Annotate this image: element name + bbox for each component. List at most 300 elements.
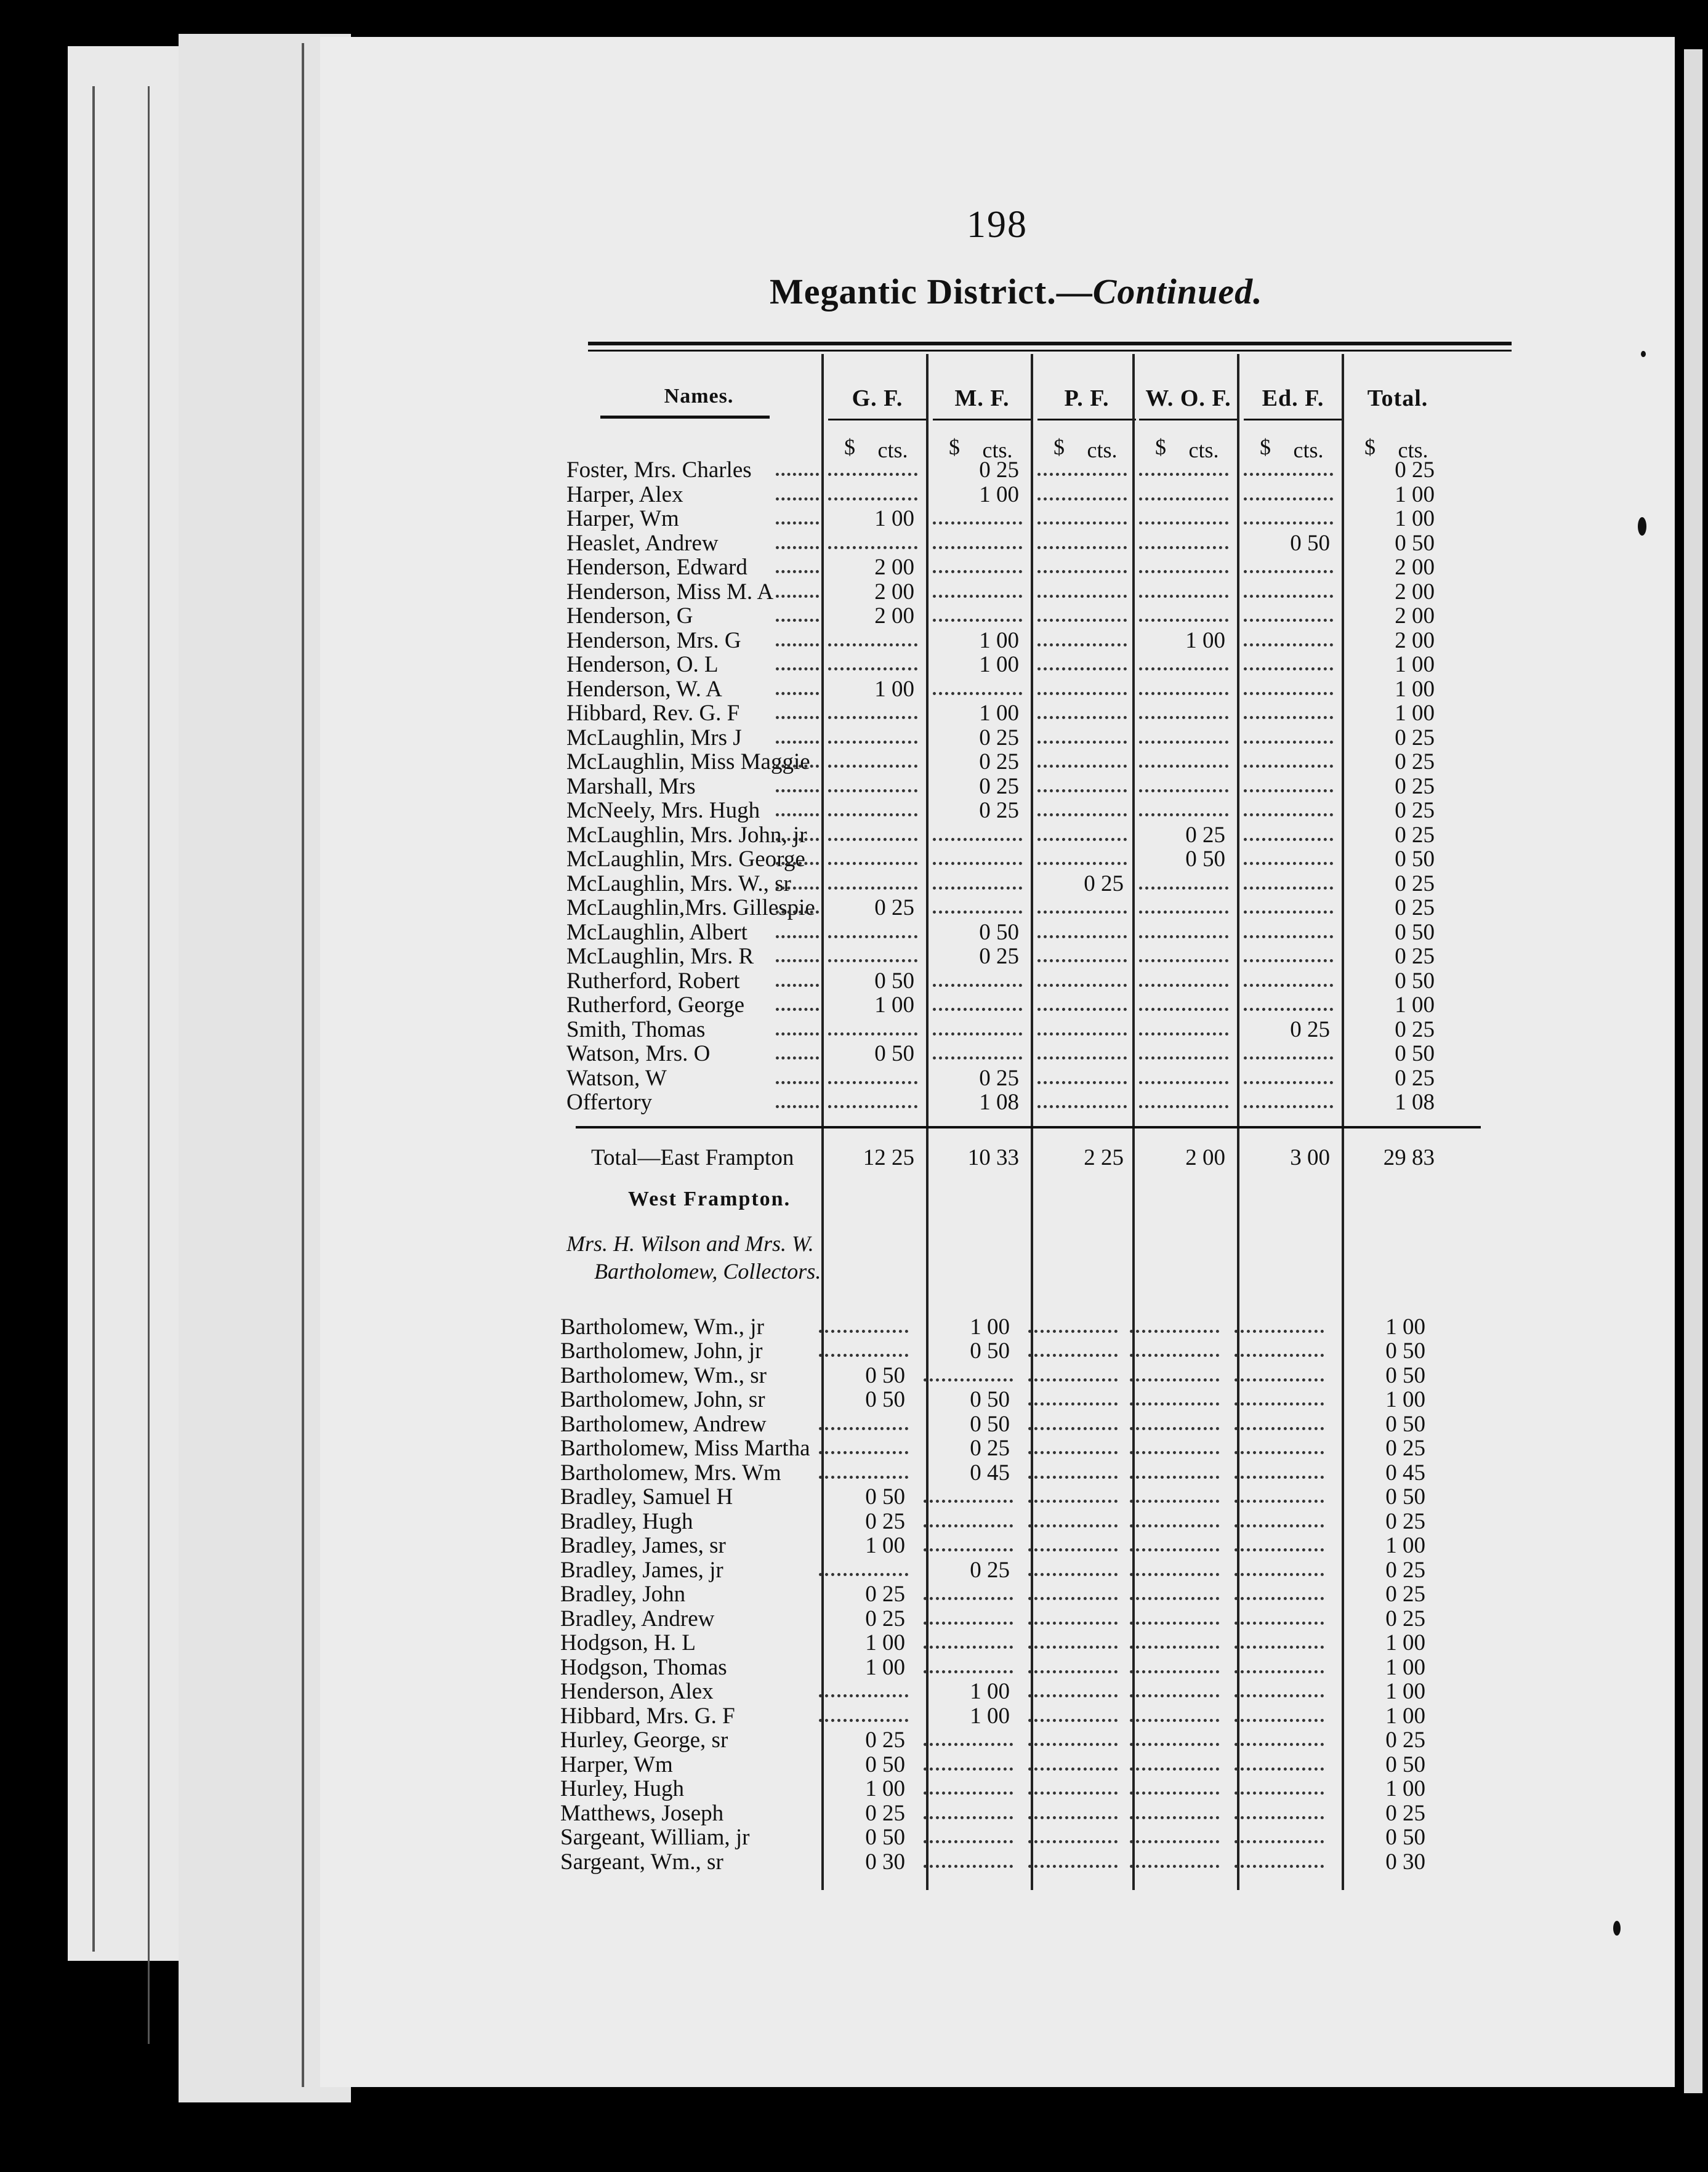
cell-mf: 0 25: [970, 1436, 1010, 1461]
cell-total: 0 25: [1385, 1606, 1425, 1631]
cell-total: 2 00: [1395, 627, 1435, 653]
cell-gf: 0 50: [865, 1362, 905, 1388]
cell-mf: 0 50: [979, 919, 1019, 945]
cell-total: 0 50: [1385, 1484, 1425, 1510]
empty-cell-dots: [1235, 1524, 1324, 1527]
empty-cell-dots: [1037, 862, 1127, 865]
cell-edf: 0 50: [1290, 530, 1330, 556]
cell-total: 0 50: [1385, 1338, 1425, 1364]
empty-cell-dots: [1139, 813, 1228, 816]
empty-cell-dots: [1037, 546, 1127, 549]
empty-cell-dots: [933, 692, 1022, 695]
empty-cell-dots: [924, 1768, 1013, 1771]
empty-cell-dots: [1130, 1597, 1219, 1600]
column-divider: [1031, 354, 1033, 1890]
row-name: Matthews, Joseph: [560, 1800, 724, 1826]
empty-cell-dots: [819, 1451, 908, 1454]
empty-cell-dots: [1037, 1105, 1127, 1108]
cell-total: 0 50: [1395, 968, 1435, 994]
empty-cell-dots: [1235, 1573, 1324, 1576]
leader-dots: [776, 473, 819, 476]
row-name: McLaughlin, Albert: [566, 919, 747, 945]
empty-cell-dots: [828, 741, 917, 744]
empty-cell-dots: [1139, 911, 1228, 914]
ink-speck: [1638, 517, 1646, 536]
empty-cell-dots: [1244, 619, 1333, 622]
cell-wof: 1 00: [1185, 627, 1225, 653]
cell-total: 2 00: [1395, 603, 1435, 629]
cell-total: 0 25: [1395, 822, 1435, 848]
cell-total: 0 50: [1395, 530, 1435, 556]
leader-dots: [776, 1032, 819, 1036]
empty-cell-dots: [828, 1105, 917, 1108]
empty-cell-dots: [1028, 1840, 1118, 1843]
empty-cell-dots: [1130, 1694, 1219, 1697]
row-name: Watson, Mrs. O: [566, 1041, 711, 1066]
cell-gf: 0 50: [865, 1752, 905, 1777]
cell-gf: 2 00: [874, 579, 914, 605]
empty-cell-dots: [1130, 1719, 1219, 1722]
empty-cell-dots: [933, 546, 1022, 549]
leader-dots: [776, 887, 819, 890]
leader-dots: [776, 692, 819, 695]
empty-cell-dots: [1139, 765, 1228, 768]
leader-dots: [776, 619, 819, 622]
cell-total: 0 25: [1385, 1728, 1425, 1753]
empty-cell-dots: [924, 1597, 1013, 1600]
leader-dots: [776, 789, 819, 792]
empty-cell-dots: [924, 1792, 1013, 1795]
empty-cell-dots: [1244, 1056, 1333, 1060]
cell-mf: 1 00: [970, 1703, 1010, 1729]
ink-speck: [1613, 1921, 1621, 1936]
dollar-label: $: [1364, 435, 1376, 459]
east-total-wof: 2 00: [1185, 1144, 1225, 1170]
row-name: Bartholomew, John, jr: [560, 1338, 763, 1364]
empty-cell-dots: [1244, 692, 1333, 695]
empty-cell-dots: [1037, 959, 1127, 962]
row-name: Bradley, Andrew: [560, 1606, 715, 1631]
dollar-label: $: [844, 435, 855, 459]
empty-cell-dots: [1235, 1743, 1324, 1746]
cell-total: 0 45: [1385, 1460, 1425, 1486]
empty-cell-dots: [1028, 1500, 1118, 1503]
empty-cell-dots: [1235, 1646, 1324, 1649]
cell-gf: 1 00: [865, 1533, 905, 1558]
cell-total: 1 00: [1385, 1387, 1425, 1412]
empty-cell-dots: [1130, 1816, 1219, 1819]
empty-cell-dots: [933, 911, 1022, 914]
col-header-underline: [1244, 419, 1342, 420]
empty-cell-dots: [933, 862, 1022, 865]
cell-wof: 0 50: [1185, 847, 1225, 872]
empty-cell-dots: [1130, 1792, 1219, 1795]
col-header-pf: P. F.: [1064, 385, 1110, 411]
cell-total: 0 30: [1385, 1849, 1425, 1875]
cell-gf: 0 25: [865, 1728, 905, 1753]
empty-cell-dots: [1037, 813, 1127, 816]
empty-cell-dots: [933, 1008, 1022, 1011]
empty-cell-dots: [1235, 1865, 1324, 1868]
empty-cell-dots: [828, 789, 917, 792]
cell-mf: 0 25: [979, 773, 1019, 799]
empty-cell-dots: [1037, 1032, 1127, 1036]
empty-cell-dots: [1235, 1719, 1324, 1722]
empty-cell-dots: [1130, 1354, 1219, 1357]
leader-dots: [776, 570, 819, 573]
cell-total: 0 25: [1385, 1436, 1425, 1461]
row-name: Sargeant, William, jr: [560, 1825, 750, 1850]
column-divider: [1342, 354, 1344, 1890]
empty-cell-dots: [1130, 1840, 1219, 1843]
cell-total: 0 50: [1385, 1825, 1425, 1850]
empty-cell-dots: [933, 984, 1022, 987]
empty-cell-dots: [1130, 1524, 1219, 1527]
row-name: McLaughlin,Mrs. Gillespie: [566, 895, 815, 920]
cell-mf: 1 00: [979, 481, 1019, 507]
empty-cell-dots: [1028, 1476, 1118, 1479]
cell-total: 2 00: [1395, 579, 1435, 605]
empty-cell-dots: [1139, 473, 1228, 476]
empty-cell-dots: [828, 546, 917, 549]
cell-mf: 0 50: [970, 1387, 1010, 1412]
cell-mf: 0 25: [979, 1065, 1019, 1091]
title-main: Megantic District.—: [770, 272, 1093, 312]
empty-cell-dots: [1028, 1792, 1118, 1795]
cell-mf: 0 25: [979, 457, 1019, 483]
leader-dots: [776, 667, 819, 670]
sheet-edge: [302, 43, 304, 2087]
cell-total: 0 25: [1385, 1557, 1425, 1583]
cell-total: 1 00: [1395, 652, 1435, 677]
names-header: Names.: [664, 385, 734, 408]
cell-gf: 0 50: [874, 968, 914, 994]
empty-cell-dots: [924, 1622, 1013, 1625]
empty-cell-dots: [1244, 838, 1333, 841]
row-name: Hibbard, Rev. G. F: [566, 701, 740, 726]
cell-gf: 0 25: [865, 1606, 905, 1631]
empty-cell-dots: [924, 1670, 1013, 1673]
col-header-mf: M. F.: [954, 385, 1010, 411]
column-divider: [1132, 354, 1135, 1890]
row-name: Smith, Thomas: [566, 1016, 706, 1042]
empty-cell-dots: [1139, 959, 1228, 962]
empty-cell-dots: [933, 595, 1022, 598]
leader-dots: [776, 1081, 819, 1084]
cell-total: 0 25: [1395, 871, 1435, 896]
empty-cell-dots: [1037, 619, 1127, 622]
empty-cell-dots: [1244, 911, 1333, 914]
cents-label: cts.: [1087, 438, 1118, 462]
empty-cell-dots: [1235, 1476, 1324, 1479]
title-continued: Continued.: [1092, 272, 1263, 312]
empty-cell-dots: [1235, 1597, 1324, 1600]
empty-cell-dots: [1028, 1622, 1118, 1625]
leader-dots: [776, 862, 819, 865]
empty-cell-dots: [933, 521, 1022, 525]
sheet-edge: [92, 86, 95, 1952]
cell-edf: 0 25: [1290, 1016, 1330, 1042]
empty-cell-dots: [1139, 789, 1228, 792]
row-name: Sargeant, Wm., sr: [560, 1849, 723, 1875]
cell-total: 1 00: [1385, 1776, 1425, 1801]
row-name: Bradley, Samuel H: [560, 1484, 733, 1510]
empty-cell-dots: [828, 473, 917, 476]
row-name: Offertory: [566, 1090, 653, 1115]
empty-cell-dots: [828, 838, 917, 841]
empty-cell-dots: [933, 838, 1022, 841]
cell-total: 1 00: [1395, 676, 1435, 702]
empty-cell-dots: [1028, 1597, 1118, 1600]
col-header-underline: [933, 419, 1031, 420]
empty-cell-dots: [828, 887, 917, 890]
empty-cell-dots: [1235, 1840, 1324, 1843]
empty-cell-dots: [1244, 984, 1333, 987]
empty-cell-dots: [1130, 1865, 1219, 1868]
empty-cell-dots: [1235, 1694, 1324, 1697]
east-total-gf: 12 25: [863, 1144, 914, 1170]
empty-cell-dots: [1244, 667, 1333, 670]
cell-total: 1 00: [1385, 1314, 1425, 1340]
row-name: Bradley, Hugh: [560, 1508, 693, 1534]
leader-dots: [776, 1105, 819, 1108]
cell-gf: 0 50: [865, 1825, 905, 1850]
empty-cell-dots: [1037, 741, 1127, 744]
row-name: Harper, Wm: [566, 506, 679, 531]
empty-cell-dots: [819, 1476, 908, 1479]
empty-cell-dots: [1244, 1008, 1333, 1011]
cell-total: 0 25: [1395, 457, 1435, 483]
cell-total: 1 08: [1395, 1090, 1435, 1115]
empty-cell-dots: [828, 497, 917, 501]
empty-cell-dots: [1139, 546, 1228, 549]
empty-cell-dots: [1037, 984, 1127, 987]
col-header-underline: [1139, 419, 1238, 420]
empty-cell-dots: [1235, 1792, 1324, 1795]
cell-total: 1 00: [1385, 1654, 1425, 1680]
leader-dots: [776, 595, 819, 598]
row-name: Rutherford, Robert: [566, 968, 740, 994]
row-name: Henderson, W. A: [566, 676, 722, 702]
leader-dots: [776, 935, 819, 938]
empty-cell-dots: [1037, 570, 1127, 573]
cell-total: 1 00: [1385, 1630, 1425, 1655]
empty-cell-dots: [1037, 497, 1127, 501]
row-name: Marshall, Mrs: [566, 773, 696, 799]
empty-cell-dots: [1139, 887, 1228, 890]
empty-cell-dots: [828, 765, 917, 768]
cents-label: cts.: [1398, 438, 1428, 462]
cell-total: 1 00: [1385, 1703, 1425, 1729]
empty-cell-dots: [819, 1719, 908, 1722]
empty-cell-dots: [1139, 1032, 1228, 1036]
empty-cell-dots: [1130, 1402, 1219, 1406]
leader-dots: [776, 1056, 819, 1060]
empty-cell-dots: [1028, 1427, 1118, 1430]
empty-cell-dots: [1235, 1378, 1324, 1382]
empty-cell-dots: [828, 667, 917, 670]
empty-cell-dots: [1244, 521, 1333, 525]
empty-cell-dots: [1235, 1427, 1324, 1430]
empty-cell-dots: [1130, 1500, 1219, 1503]
empty-cell-dots: [924, 1646, 1013, 1649]
cell-total: 0 25: [1385, 1508, 1425, 1534]
empty-cell-dots: [1028, 1768, 1118, 1771]
cell-total: 0 25: [1395, 749, 1435, 774]
cell-mf: 0 25: [970, 1557, 1010, 1583]
cell-mf: 0 25: [979, 749, 1019, 774]
empty-cell-dots: [1028, 1670, 1118, 1673]
col-header-total: Total.: [1367, 385, 1428, 411]
cents-label: cts.: [982, 438, 1013, 462]
empty-cell-dots: [1037, 935, 1127, 938]
cell-mf: 0 25: [979, 944, 1019, 969]
cell-mf: 1 00: [979, 627, 1019, 653]
dollar-label: $: [1053, 435, 1065, 459]
cell-gf: 0 50: [865, 1484, 905, 1510]
cell-total: 0 25: [1395, 773, 1435, 799]
leader-dots: [776, 521, 819, 525]
empty-cell-dots: [1037, 521, 1127, 525]
empty-cell-dots: [924, 1524, 1013, 1527]
cell-gf: 0 25: [865, 1800, 905, 1826]
right-sheet-edge: [1684, 49, 1702, 2093]
row-name: Bradley, James, sr: [560, 1533, 726, 1558]
empty-cell-dots: [1139, 619, 1228, 622]
empty-cell-dots: [1244, 887, 1333, 890]
cell-pf: 0 25: [1084, 871, 1124, 896]
leader-dots: [776, 765, 819, 768]
cell-total: 0 25: [1395, 1065, 1435, 1091]
empty-cell-dots: [1244, 813, 1333, 816]
empty-cell-dots: [1028, 1330, 1118, 1333]
empty-cell-dots: [924, 1865, 1013, 1868]
cell-gf: 0 30: [865, 1849, 905, 1875]
row-name: McLaughlin, Mrs. George: [566, 847, 805, 872]
empty-cell-dots: [1235, 1816, 1324, 1819]
empty-cell-dots: [1235, 1451, 1324, 1454]
leader-dots: [776, 911, 819, 914]
empty-cell-dots: [1139, 1056, 1228, 1060]
empty-cell-dots: [1130, 1476, 1219, 1479]
empty-cell-dots: [1130, 1427, 1219, 1430]
empty-cell-dots: [924, 1840, 1013, 1843]
empty-cell-dots: [1028, 1524, 1118, 1527]
empty-cell-dots: [1037, 765, 1127, 768]
row-name: Henderson, Mrs. G: [566, 627, 741, 653]
empty-cell-dots: [933, 1056, 1022, 1060]
empty-cell-dots: [1244, 1081, 1333, 1084]
empty-cell-dots: [1139, 1105, 1228, 1108]
cents-label: cts.: [877, 438, 908, 462]
row-name: Bradley, John: [560, 1582, 686, 1607]
cell-mf: 1 00: [970, 1679, 1010, 1704]
page-title: [770, 271, 1263, 312]
empty-cell-dots: [828, 1081, 917, 1084]
empty-cell-dots: [1037, 692, 1127, 695]
cell-mf: 0 25: [979, 725, 1019, 750]
row-name: McLaughlin, Mrs. John, jr: [566, 822, 807, 848]
empty-cell-dots: [1235, 1330, 1324, 1333]
cell-gf: 1 00: [874, 676, 914, 702]
empty-cell-dots: [1130, 1646, 1219, 1649]
empty-cell-dots: [1235, 1354, 1324, 1357]
empty-cell-dots: [1130, 1330, 1219, 1333]
empty-cell-dots: [933, 1032, 1022, 1036]
empty-cell-dots: [1028, 1451, 1118, 1454]
empty-cell-dots: [1028, 1548, 1118, 1551]
leader-dots: [776, 1008, 819, 1011]
empty-cell-dots: [1244, 595, 1333, 598]
empty-cell-dots: [828, 959, 917, 962]
empty-cell-dots: [1139, 497, 1228, 501]
empty-cell-dots: [1028, 1573, 1118, 1576]
cell-total: 0 50: [1395, 1041, 1435, 1066]
empty-cell-dots: [1244, 570, 1333, 573]
empty-cell-dots: [1244, 1105, 1333, 1108]
header-rule-top-2: [588, 350, 1512, 352]
row-name: Heaslet, Andrew: [566, 530, 719, 556]
cell-gf: 1 00: [865, 1654, 905, 1680]
empty-cell-dots: [1244, 741, 1333, 744]
empty-cell-dots: [1130, 1768, 1219, 1771]
cell-gf: 1 00: [874, 506, 914, 531]
row-name: Watson, W: [566, 1065, 667, 1091]
empty-cell-dots: [1028, 1402, 1118, 1406]
row-name: Henderson, Edward: [566, 555, 747, 580]
row-name: Hodgson, Thomas: [560, 1654, 727, 1680]
empty-cell-dots: [1139, 521, 1228, 525]
empty-cell-dots: [1244, 643, 1333, 646]
empty-cell-dots: [1037, 667, 1127, 670]
total-rule: [576, 1126, 1481, 1128]
empty-cell-dots: [828, 813, 917, 816]
cents-label: cts.: [1188, 438, 1219, 462]
empty-cell-dots: [1139, 595, 1228, 598]
cell-mf: 1 00: [979, 701, 1019, 726]
leader-dots: [776, 546, 819, 549]
row-name: Bartholomew, Wm., sr: [560, 1362, 767, 1388]
cell-mf: 0 45: [970, 1460, 1010, 1486]
empty-cell-dots: [1028, 1694, 1118, 1697]
row-name: Harper, Wm: [560, 1752, 673, 1777]
empty-cell-dots: [1037, 789, 1127, 792]
cell-gf: 2 00: [874, 603, 914, 629]
empty-cell-dots: [828, 935, 917, 938]
row-name: Hibbard, Mrs. G. F: [560, 1703, 735, 1729]
col-header-edf: Ed. F.: [1262, 385, 1324, 411]
leader-dots: [776, 984, 819, 987]
empty-cell-dots: [1235, 1500, 1324, 1503]
empty-cell-dots: [1130, 1378, 1219, 1382]
row-name: McLaughlin, Mrs. R: [566, 944, 754, 969]
leader-dots: [776, 643, 819, 646]
empty-cell-dots: [1235, 1548, 1324, 1551]
empty-cell-dots: [1139, 741, 1228, 744]
empty-cell-dots: [1028, 1816, 1118, 1819]
empty-cell-dots: [819, 1330, 908, 1333]
row-name: Hurley, George, sr: [560, 1728, 728, 1753]
row-name: Bartholomew, Wm., jr: [560, 1314, 764, 1340]
empty-cell-dots: [933, 570, 1022, 573]
leader-dots: [776, 716, 819, 719]
ledger-page: [320, 37, 1675, 2087]
empty-cell-dots: [1244, 716, 1333, 719]
row-name: Hodgson, H. L: [560, 1630, 696, 1655]
empty-cell-dots: [1244, 473, 1333, 476]
row-name: Henderson, G: [566, 603, 693, 629]
cell-gf: 0 25: [874, 895, 914, 920]
